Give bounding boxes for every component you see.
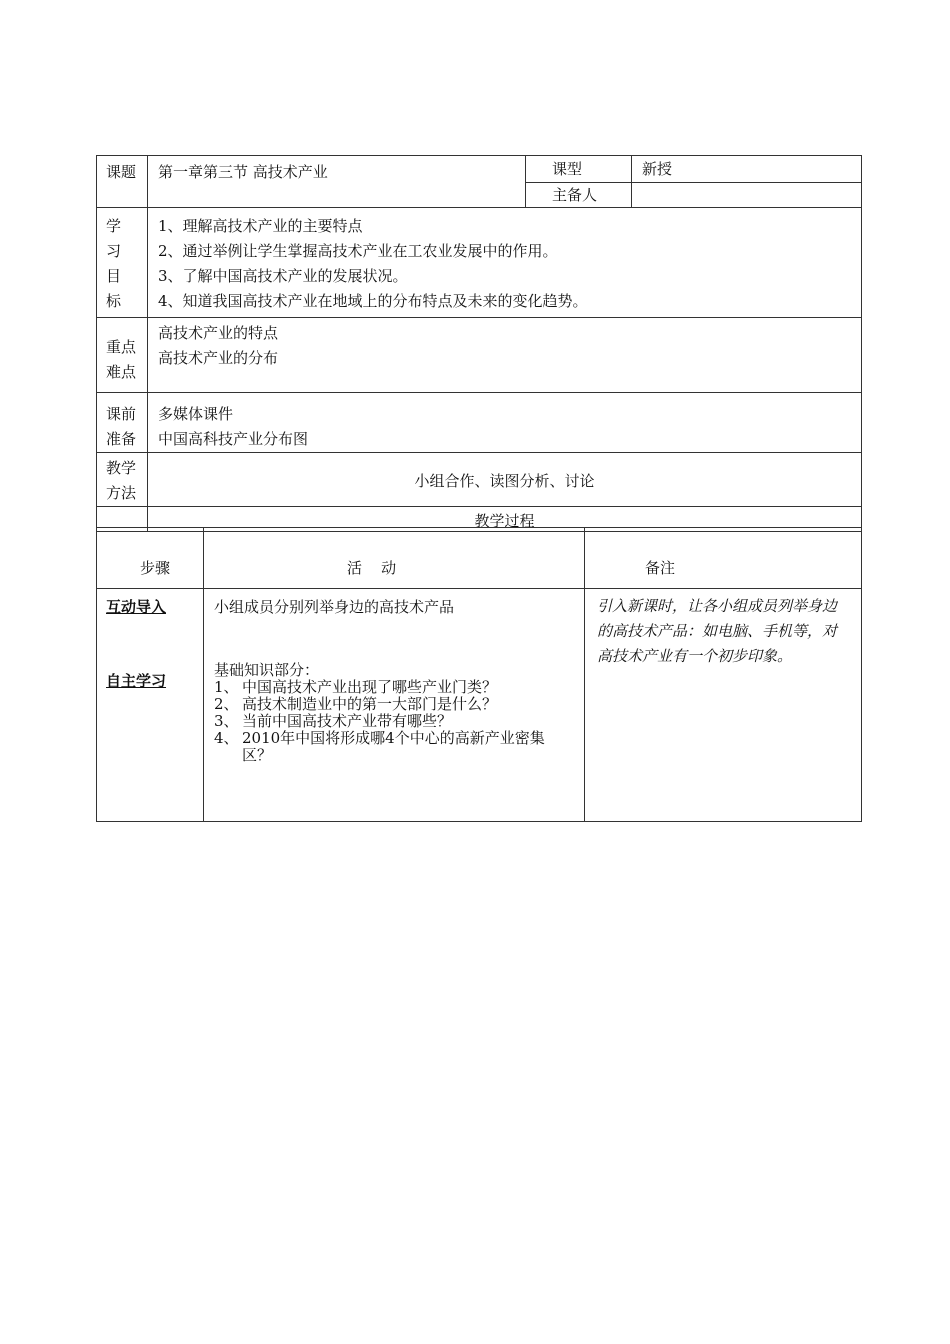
objectives-content-cell bbox=[148, 208, 862, 318]
type-value-cell bbox=[632, 156, 862, 183]
step-header-cell bbox=[97, 528, 204, 589]
key-points-label-line: 重点 bbox=[106, 338, 137, 356]
steps-cell bbox=[97, 589, 204, 822]
objectives-label-char: 标 bbox=[106, 292, 122, 310]
question-item: 3、 当前中国高技术产业带有哪些？ bbox=[214, 712, 453, 730]
activity-header-cell bbox=[204, 528, 585, 589]
key-point-item: 高技术产业的特点 bbox=[158, 324, 279, 342]
objective-item: 1、理解高技术产业的主要特点 bbox=[158, 217, 363, 235]
step-interactive-intro: 互动导入 bbox=[106, 598, 167, 616]
objective-item: 4、知道我国高技术产业在地域上的分布特点及未来的变化趋势。 bbox=[158, 292, 588, 310]
preparation-content-cell bbox=[148, 393, 862, 453]
teacher-note: 引入新课时，让各小组成员列举身边的高技术产品：如电脑、手机等，对高技术产业有一个初步印象。 bbox=[597, 597, 838, 665]
step-column-header: 步骤 bbox=[140, 559, 171, 577]
preparation-item: 多媒体课件 bbox=[158, 405, 234, 423]
topic-label: 课题 bbox=[106, 163, 137, 181]
preparer-label-cell bbox=[526, 183, 632, 208]
step-self-study: 自主学习 bbox=[106, 672, 167, 690]
method-label-line: 教学 bbox=[106, 459, 137, 477]
objective-item: 2、通过举例让学生掌握高技术产业在工农业发展中的作用。 bbox=[158, 242, 558, 260]
objectives-label-char: 习 bbox=[106, 242, 122, 260]
note-header-cell bbox=[585, 528, 862, 589]
key-points-label-cell bbox=[97, 318, 148, 393]
lesson-info-table bbox=[96, 155, 862, 532]
key-points-label-line: 难点 bbox=[106, 363, 137, 381]
objectives-label-char: 目 bbox=[106, 267, 122, 285]
type-label-cell bbox=[526, 156, 632, 183]
question-item: 2、 高技术制造业中的第一大部门是什么？ bbox=[214, 695, 498, 713]
preparer-value-cell bbox=[632, 183, 862, 208]
type-value: 新授 bbox=[642, 160, 673, 178]
preparation-label-line: 准备 bbox=[106, 430, 137, 448]
key-points-content-cell bbox=[148, 318, 862, 393]
method-value: 小组合作、读图分析、讨论 bbox=[414, 472, 595, 490]
question-list bbox=[204, 679, 584, 764]
activities-cell bbox=[204, 589, 585, 822]
topic-label-cell bbox=[97, 156, 148, 208]
method-label-cell bbox=[97, 453, 148, 507]
objective-item: 3、了解中国高技术产业的发展状况。 bbox=[158, 267, 408, 285]
preparation-item: 中国高科技产业分布图 bbox=[158, 430, 309, 448]
basic-knowledge-heading: 基础知识部分： bbox=[214, 661, 320, 679]
preparer-value bbox=[632, 183, 861, 184]
objectives-label-char: 学 bbox=[106, 217, 122, 235]
question-item: 4、 2010年中国将形成哪4个中心的高新产业密集区？ bbox=[214, 729, 545, 764]
note-column-header: 备注 bbox=[645, 559, 676, 577]
activity-column-header: 活 动 bbox=[347, 559, 397, 577]
activity-intro-text: 小组成员分别列举身边的高技术产品 bbox=[214, 598, 455, 616]
preparation-label-line: 课前 bbox=[106, 405, 137, 423]
method-label-line: 方法 bbox=[106, 484, 137, 502]
objectives-label-cell bbox=[97, 208, 148, 318]
teaching-process-table bbox=[96, 527, 862, 822]
method-content-cell bbox=[148, 453, 862, 507]
preparer-label: 主备人 bbox=[552, 186, 598, 204]
topic-value: 第一章第三节 高技术产业 bbox=[158, 163, 328, 181]
key-point-item: 高技术产业的分布 bbox=[158, 349, 279, 367]
type-label: 课型 bbox=[552, 160, 583, 178]
question-item: 1、 中国高技术产业出现了哪些产业门类？ bbox=[214, 678, 498, 696]
process-title: 教学过程 bbox=[474, 512, 535, 530]
preparation-label-cell bbox=[97, 393, 148, 453]
topic-value-cell bbox=[148, 156, 526, 208]
notes-cell bbox=[585, 589, 862, 822]
